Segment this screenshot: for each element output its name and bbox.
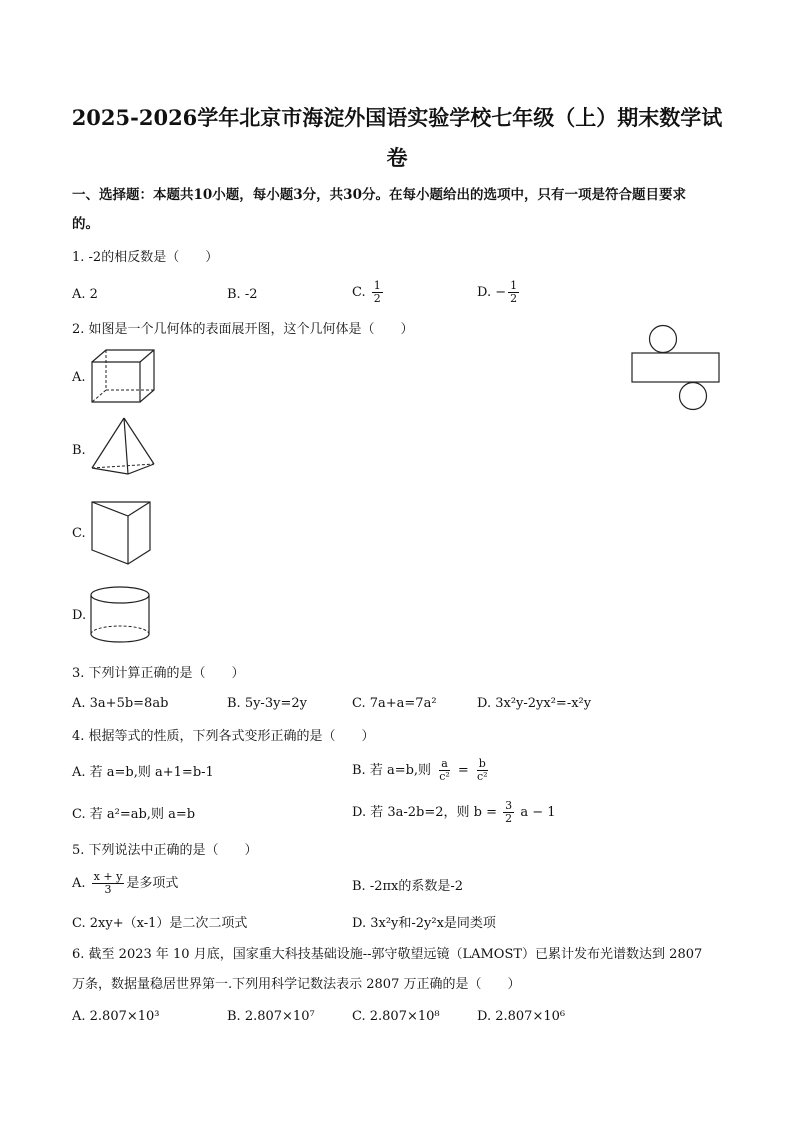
triangular-prism-icon <box>88 498 158 568</box>
pyramid-icon <box>88 414 160 478</box>
q4-d-fraction <box>503 800 514 825</box>
q1-option-d-fraction <box>508 280 519 305</box>
q1-option-b: B. -2 <box>227 287 258 302</box>
q2-option-c: C. <box>72 526 86 541</box>
q3-option-d: D. 3x²y-2yx²=-x²y <box>477 696 592 711</box>
q2-option-d: D. <box>72 608 87 623</box>
q4-b-right-numerator: b <box>478 757 486 770</box>
q3-option-a: A. 3a+5b=8ab <box>72 696 169 711</box>
q4-d-suffix: a − 1 <box>520 805 556 820</box>
q1-d-denominator: 2 <box>510 292 518 305</box>
q4-stem: 4. 根据等式的性质，下列各式变形正确的是（ ） <box>72 729 375 744</box>
q4-b-fraction-left <box>437 758 452 783</box>
q4-option-a: A. 若 a=b,则 a+1=b-1 <box>72 765 214 780</box>
q1-option-d-label: D. − <box>477 285 507 300</box>
cylinder-icon <box>88 584 154 648</box>
q4-option-d <box>352 800 556 825</box>
q5-option-a <box>72 871 178 896</box>
q6-option-a: A. 2.807×10³ <box>72 1009 160 1024</box>
q1-d-numerator: 1 <box>510 279 518 292</box>
q1-option-a: A. 2 <box>72 287 98 302</box>
cube-icon <box>88 346 158 406</box>
q4-option-c: C. 若 a²=ab,则 a=b <box>72 807 196 822</box>
q4-b-fraction-right <box>475 758 490 783</box>
q4-option-b-prefix: B. 若 a=b,则 <box>352 763 432 778</box>
q4-b-left-denominator: c² <box>439 770 450 783</box>
q5-option-d: D. 3x²y和-2y²x是同类项 <box>352 916 496 931</box>
section1-instructions-line2: 的。 <box>72 216 99 232</box>
exam-title-line1: 2025-2026学年北京市海淀外国语实验学校七年级（上）期末数学试 <box>71 105 723 130</box>
q1-c-numerator: 1 <box>373 279 381 292</box>
q4-b-right-denominator: c² <box>476 770 488 783</box>
q4-option-d-prefix: D. 若 3a-2b=2，则 <box>352 805 470 820</box>
q4-b-equals: = <box>457 763 469 778</box>
q1-option-d <box>477 280 521 305</box>
q1-c-denominator: 2 <box>373 292 381 305</box>
q4-d-b: b = <box>473 805 498 820</box>
q5-a-numerator: x + y <box>93 870 123 883</box>
q6-option-c: C. 2.807×10⁸ <box>352 1009 440 1024</box>
q2-option-a: A. <box>72 370 86 385</box>
q1-option-c-fraction <box>372 280 383 305</box>
q5-option-b: B. -2πx的系数是-2 <box>352 879 464 894</box>
q3-option-c: C. 7a+a=7a² <box>352 696 437 711</box>
q1-option-c-label: C. <box>352 285 370 300</box>
q5-option-a-prefix: A. <box>72 876 86 891</box>
exam-title-line2: 卷 <box>386 145 408 170</box>
q5-option-c: C. 2xy+（x-1）是二次二项式 <box>72 916 248 931</box>
q4-d-denominator: 2 <box>505 812 513 825</box>
q6-stem-line2: 万条，数据量稳居世界第一.下列用科学记数法表示 2807 万正确的是（ ） <box>72 977 521 992</box>
q6-option-b: B. 2.807×10⁷ <box>227 1009 315 1024</box>
q2-stem: 2. 如图是一个几何体的表面展开图，这个几何体是（ ） <box>72 322 414 337</box>
q5-a-suffix: 是多项式 <box>126 876 179 891</box>
q2-option-b: B. <box>72 443 86 458</box>
q5-a-denominator: 3 <box>104 883 112 896</box>
net-figure-cylinder-unfolded <box>628 322 724 414</box>
q4-d-numerator: 3 <box>505 799 513 812</box>
q5-stem: 5. 下列说法中正确的是（ ） <box>72 843 258 858</box>
q5-a-fraction <box>92 871 125 896</box>
section1-instructions-line1: 一、选择题：本题共10小题，每小题3分，共30分。在每小题给出的选项中，只有一项是符合题目要求 <box>72 187 686 203</box>
q1-stem: 1. -2的相反数是（ ） <box>72 250 219 265</box>
q3-stem: 3. 下列计算正确的是（ ） <box>72 666 245 681</box>
q4-b-left-numerator: a <box>441 757 448 770</box>
q3-option-b: B. 5y-3y=2y <box>227 696 307 711</box>
q6-stem-line1: 6. 截至 2023 年 10 月底，国家重大科技基础设施--郭守敬望远镜（LAMOST）已累计发布光谱数达到 2807 <box>72 947 703 962</box>
q4-option-b <box>352 758 492 783</box>
q1-option-c <box>352 280 385 305</box>
q6-option-d: D. 2.807×10⁶ <box>477 1009 566 1024</box>
